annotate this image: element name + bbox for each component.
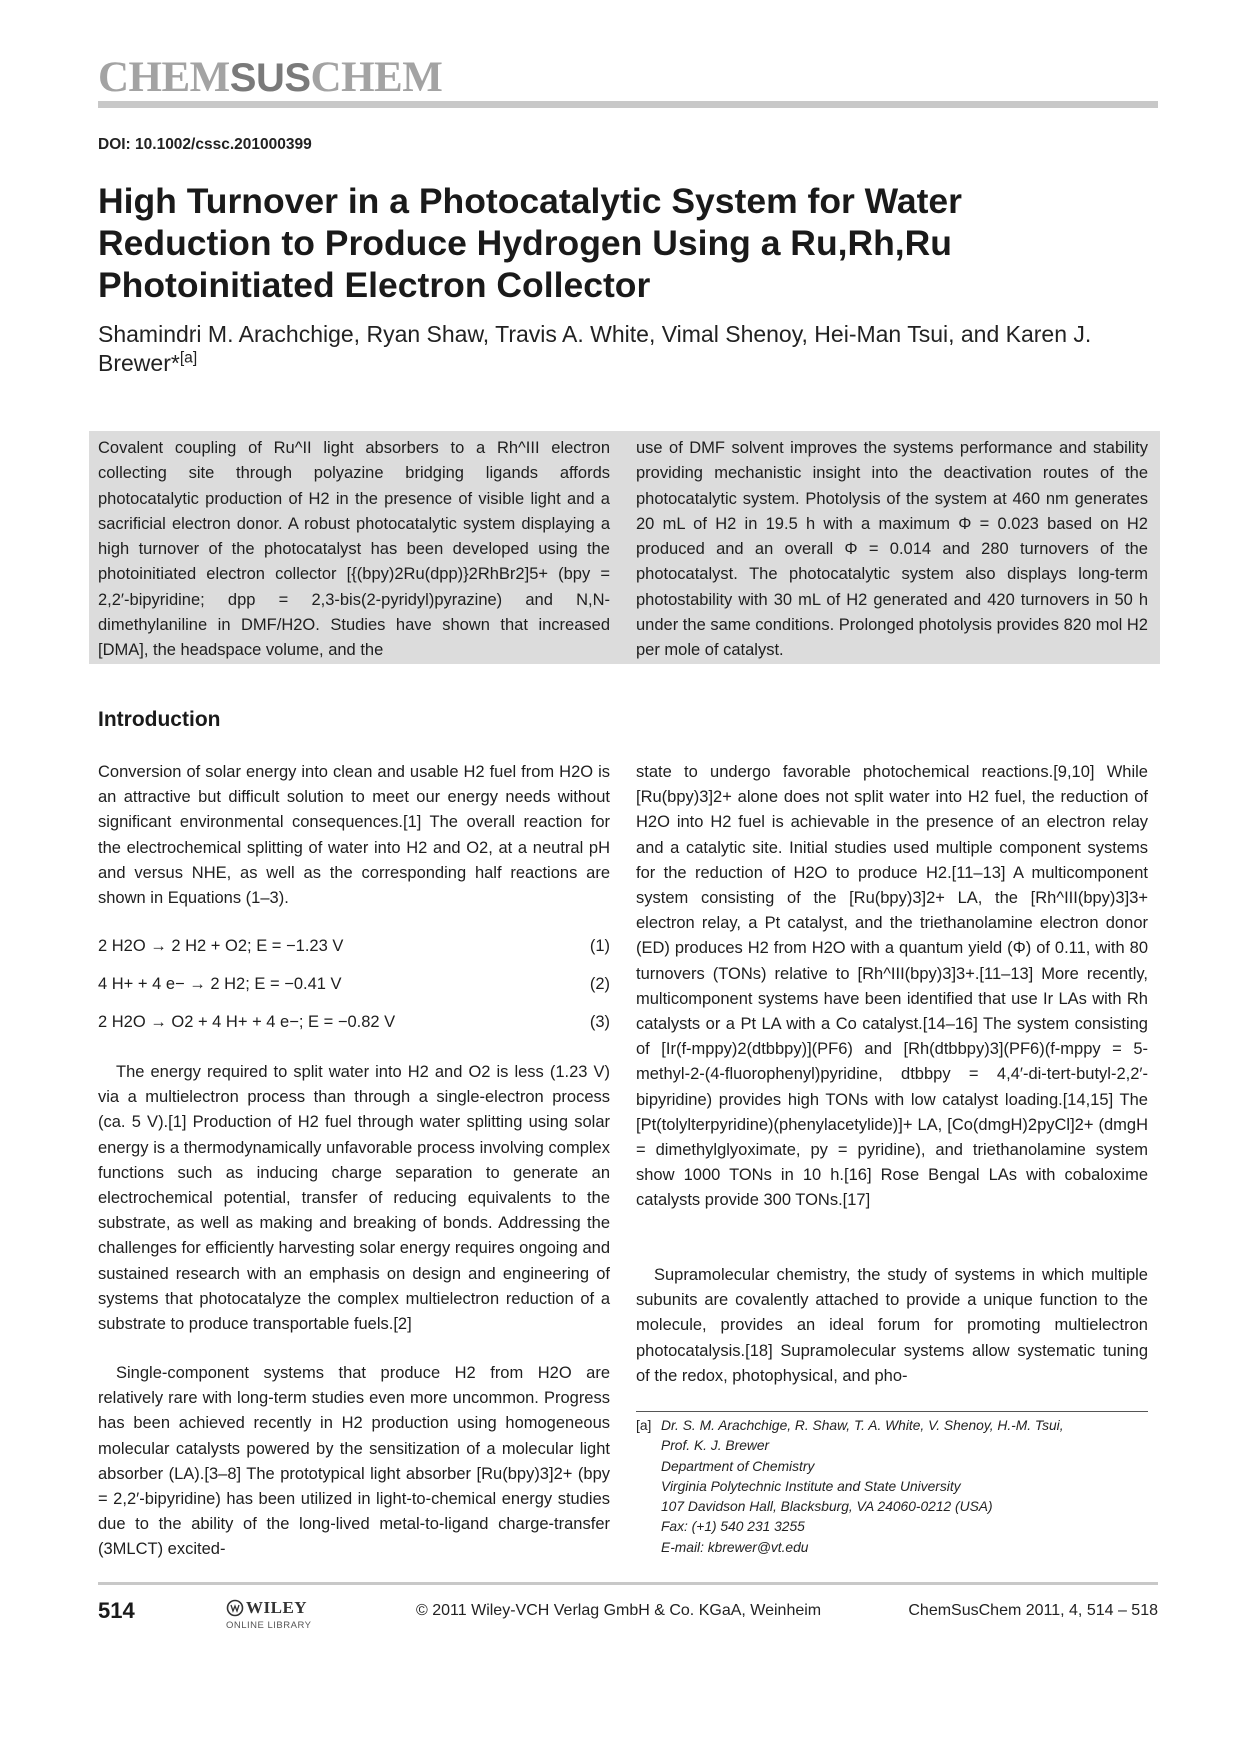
body-paragraph-5 xyxy=(636,1263,1148,1389)
footnote-line: Virginia Polytechnic Institute and State University xyxy=(661,1478,961,1494)
paragraph-text: The energy required to split water into H2 and O2 is less (1.23 V) via a multielectron process than through a single-electron process (ca. 5 V).[1] Production of H2 fuel through water splitting using solar energy is a thermodynamically unfavorable process involving complex functions such as inducing charge separation to generate an electrochemical potential, transfer of reducing equivalents to the substrate, as well as making and breaking of bonds. Addressing the challenges for efficiently harvesting solar energy requires ongoing and sustained research with an emphasis on design and engineering of systems that photocatalyze the complex multielectron reduction of a substrate to produce transportable fuels.[2] xyxy=(98,1063,610,1334)
paragraph-text: Supramolecular chemistry, the study of systems in which multiple subunits are covalently attached to provide a unique function to the molecule, provides an ideal forum for promoting multielectron photocatalysis.[18] Supramolecular systems allow systematic tuning of the redox, photophysical, and pho- xyxy=(636,1266,1148,1385)
wiley-online-library-logo[interactable] xyxy=(226,1598,336,1632)
publisher-subtitle: ONLINE LIBRARY xyxy=(226,1620,312,1631)
footnote-email[interactable]: E-mail: kbrewer@vt.edu xyxy=(661,1539,809,1555)
header-rule xyxy=(98,101,1158,108)
equation-number: (3) xyxy=(589,1013,610,1031)
paragraph-text: Conversion of solar energy into clean and usable H2 fuel from H2O is an attractive but difficult solution to meet our energy needs without significant environmental consequences.[1] The overall reaction for the electrochemical splitting of water into H2 and O2, at a neutral pH and versus NHE, as well as the corresponding half reactions are shown in Equations (1–3). xyxy=(98,763,610,908)
equation-3 xyxy=(98,1011,610,1033)
author-list xyxy=(98,320,1158,378)
abstract-left-column: Covalent coupling of Ru^II light absorbers to a Rh^III electron collecting site through polyazine bridging ligands affords photocatalytic production of H2 in the presence of visible light and a sacrificial electron donor. A robust photocatalytic system displaying a high turnover of the photocatalyst has been developed using the photoinitiated electron collector [{(bpy)2Ru(dpp)}2RhBr2]5+ (bpy = 2,2′-bipyridine; dpp = 2,3-bis(2-pyridyl)pyrazine) and N,N-dimethylaniline in DMF/H2O. Studies have shown that increased [DMA], the headspace volume, and the xyxy=(98,439,610,660)
equation-expression: 4 H+ + 4 e− → 2 H2; E = −0.41 V xyxy=(98,975,342,993)
doi[interactable]: DOI: 10.1002/cssc.201000399 xyxy=(98,136,312,153)
abstract-right-column: use of DMF solvent improves the systems performance and stability providing mechanistic insight into the deactivation routes of the photocatalytic system. Photolysis of the system at 460 nm generates 20 mL of H2 in 19.5 h with a maximum Φ = 0.023 based on H2 produced and an overall Φ = 0.014 and 280 turnovers of the photocatalyst. The photocatalytic system also displays long-term photostability with 30 mL of H2 generated and 420 turnovers in 50 h under the same conditions. Prolonged photolysis provides 820 mol H2 per mole of catalyst. xyxy=(636,439,1148,660)
wiley-logo-icon xyxy=(226,1599,244,1617)
journal-logo-part-1: CHEM xyxy=(98,54,230,101)
author-names: Shamindri M. Arachchige, Ryan Shaw, Travis A. White, Vimal Shenoy, Hei-Man Tsui, and Karen J. Brewer* xyxy=(98,321,1092,376)
footer-rule xyxy=(98,1582,1158,1585)
copyright-notice: © 2011 Wiley-VCH Verlag GmbH & Co. KGaA, Weinheim xyxy=(416,1602,822,1619)
footnote-line: 107 Davidson Hall, Blacksburg, VA 24060-0212 (USA) xyxy=(661,1499,993,1515)
equation-expression: 2 H2O → 2 H2 + O2; E = −1.23 V xyxy=(98,937,344,955)
body-paragraph-1 xyxy=(98,760,610,911)
journal-logo xyxy=(98,56,442,99)
footnote-body xyxy=(661,1416,1148,1558)
equation-number: (2) xyxy=(589,975,610,993)
section-heading-introduction: Introduction xyxy=(98,708,221,731)
equation-number: (1) xyxy=(589,937,610,955)
journal-logo-part-2: SUS xyxy=(229,56,311,100)
equation-expression: 2 H2O → O2 + 4 H+ + 4 e−; E = −0.82 V xyxy=(98,1013,396,1031)
page-number: 514 xyxy=(98,1598,135,1623)
paragraph-text: Single-component systems that produce H2 from H2O are relatively rare with long-term studies even more uncommon. Progress has been achieved recently in H2 production using homogeneous molecular catalysts powered by the sensitization of a molecular light absorber (LA).[3–8] The prototypical light absorber [Ru(bpy)3]2+ (bpy = 2,2′-bipyridine) has been utilized in light-to-chemical energy studies due to the ability of the long-lived metal-to-ligand charge-transfer (3MLCT) excited- xyxy=(98,1364,610,1559)
footnote-line: Dr. S. M. Arachchige, R. Shaw, T. A. White, V. Shenoy, H.-M. Tsui, xyxy=(661,1418,1064,1433)
footnote-line: Fax: (+1) 540 231 3255 xyxy=(661,1519,805,1535)
affiliation-mark: [a] xyxy=(179,349,198,367)
footnote-tag: [a] xyxy=(636,1418,652,1433)
publisher-name: WILEY xyxy=(246,1598,308,1617)
equation-1 xyxy=(98,935,610,957)
body-paragraph-3 xyxy=(98,1361,610,1563)
citation: ChemSusChem 2011, 4, 514 – 518 xyxy=(908,1602,1158,1619)
affiliation-footnote xyxy=(636,1416,1148,1558)
footnote-line: Department of Chemistry xyxy=(661,1458,815,1474)
paragraph-text: state to undergo favorable photochemical reactions.[9,10] While [Ru(bpy)3]2+ alone does not split water into H2 fuel, the reduction of H2O into H2 fuel is achievable in the presence of an electron relay and a catalytic site. Initial studies used multiple component systems for the reduction of H2O to produce H2.[11–13] A multicomponent system consisting of the [Ru(bpy)3]2+ LA, the [Rh^III(bpy)3]3+ electron relay, a Pt catalyst, and the triethanolamine electron donor (ED) produces H2 from H2O with a quantum yield (Φ) of 0.11, with 80 turnovers (TONs) relative to [Rh^III(bpy)3]3+.[11–13] More recently, multicomponent systems have been identified that use Ir LAs with Rh catalysts or a Pt LA with a Co catalyst.[14–16] The system consisting of [Ir(f-mppy)2(dtbbpy)](PF6) and [Rh(dtbbpy)3](PF6)(f-mppy = 5-methyl-2-(4-fluorophenyl)pyridine, dtbbpy = 4,4′-di-tert-butyl-2,2′-bipyridine) provides high TONs with low catalyst loading.[14,15] The [Pt(tolylterpyridine)(phenylacetylide)]+ LA, [Co(dmgH)2pyCl]2+ (dmgH = dimethylglyoximate, py = pyridine), and triethanolamine system show 1000 TONs in 10 h.[16] Rose Bengal LAs with cobaloxime catalysts provide 300 TONs.[17] xyxy=(636,763,1148,1210)
article-title: High Turnover in a Photocatalytic System for Water Reduction to Produce Hydrogen Using a Ru,Rh,Ru Photoinitiated Electron Collector xyxy=(98,181,962,305)
footnote-rule xyxy=(636,1411,1148,1412)
footnote-line: Prof. K. J. Brewer xyxy=(661,1438,770,1454)
equation-2 xyxy=(98,973,610,995)
journal-logo-part-3: CHEM xyxy=(310,54,443,101)
body-paragraph-2 xyxy=(98,1060,610,1337)
body-paragraph-4 xyxy=(636,760,1148,1214)
